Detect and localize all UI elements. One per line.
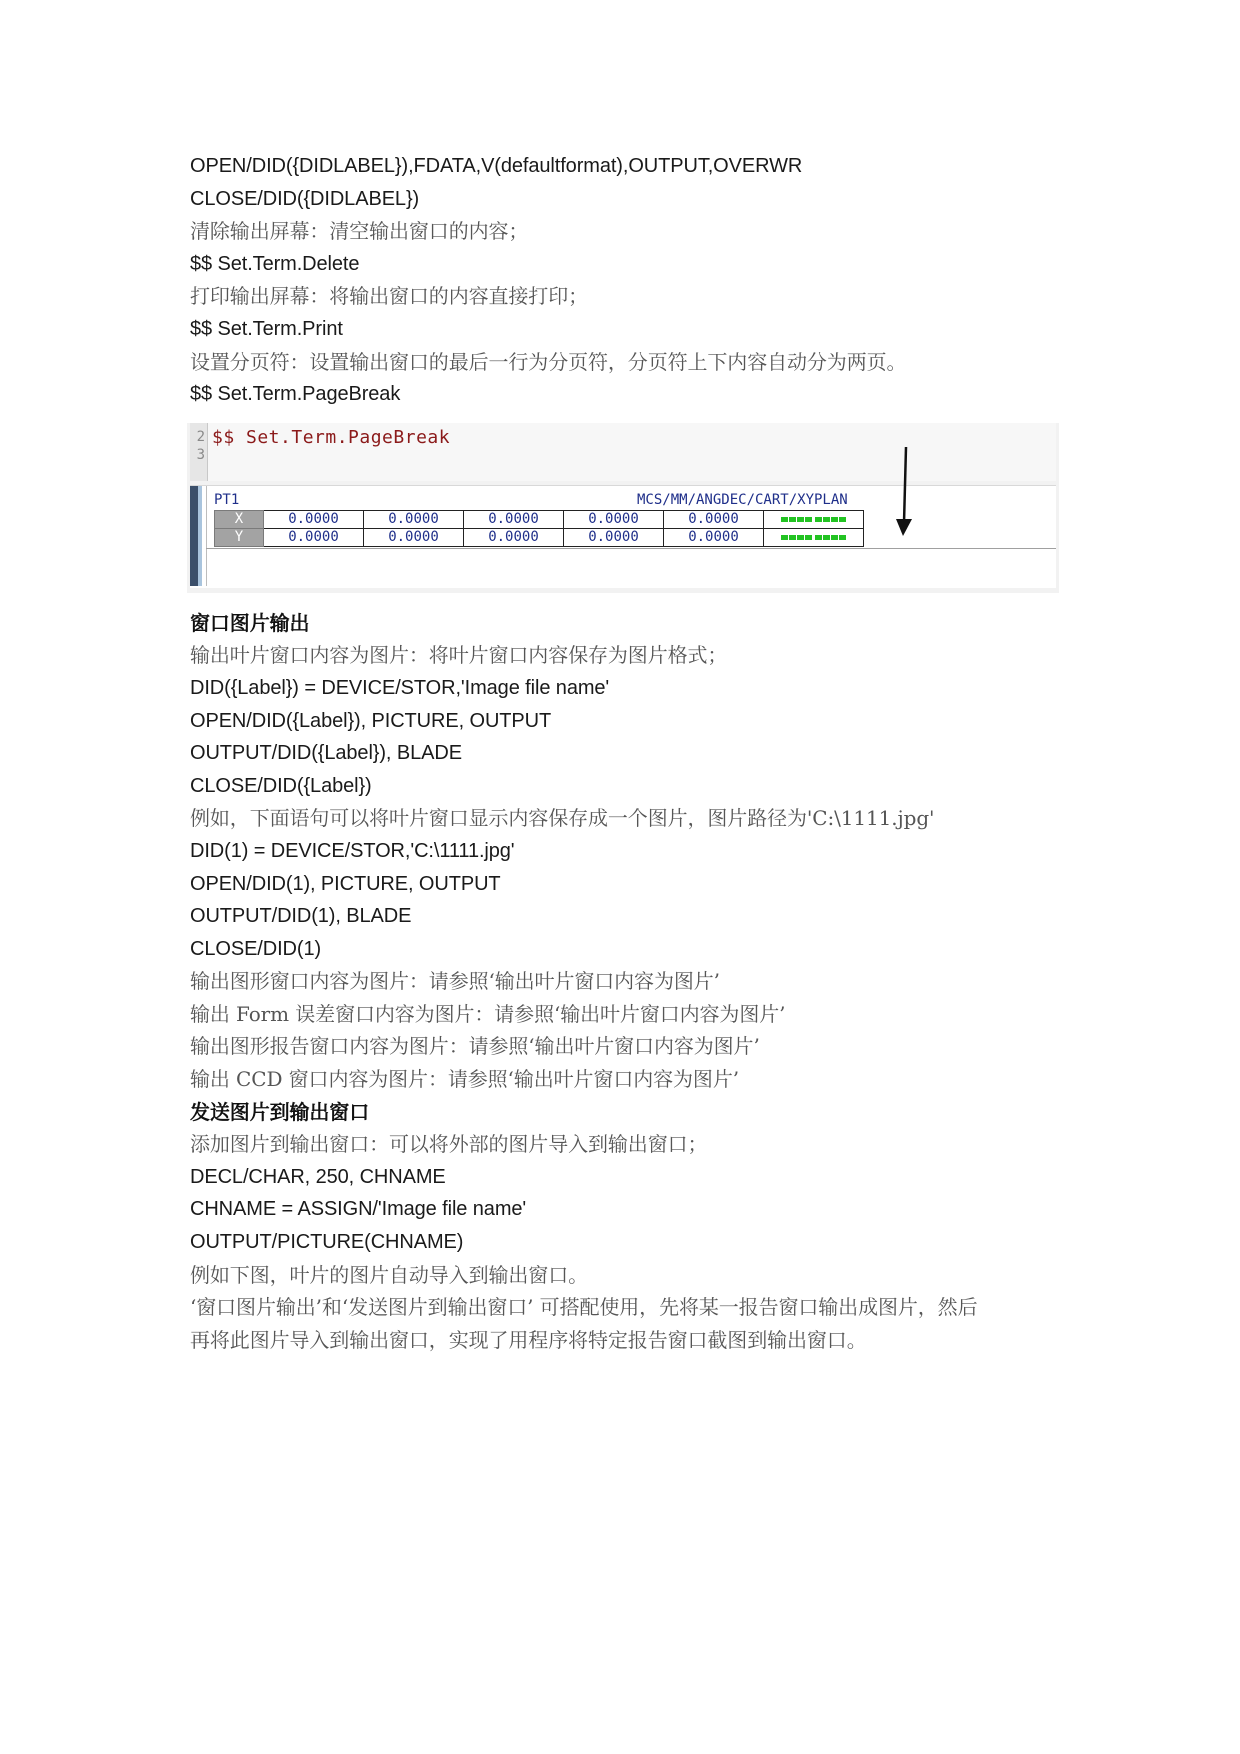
- tolerance-segment: [823, 535, 830, 540]
- panel-edge-inner: [202, 486, 207, 586]
- tolerance-segment: [797, 517, 804, 522]
- tolerance-segment: [781, 535, 788, 540]
- code-text-line: CLOSE/DID(1): [190, 937, 322, 960]
- code-text-line: OPEN/DID({DIDLABEL}),FDATA,V(defaultformat),OUTPUT,OVERWR: [190, 155, 803, 177]
- code-editor: [190, 423, 1056, 481]
- code-text-line: OUTPUT/DID(1), BLADE: [190, 905, 412, 928]
- tolerance-bar: [764, 528, 864, 546]
- code-text-line: DID({Label}) = DEVICE/STOR,'Image file name': [190, 676, 610, 699]
- code-text-line: CHNAME = ASSIGN/'Image file name': [190, 1198, 527, 1221]
- coordinate-value: 0.0000: [664, 510, 764, 528]
- code-text-line: DECL/CHAR, 250, CHNAME: [190, 1165, 446, 1188]
- bottom-text-block: [190, 607, 1070, 1357]
- coordinate-value: 0.0000: [264, 510, 364, 528]
- coordinate-value: 0.0000: [364, 510, 464, 528]
- tolerance-segment: [831, 535, 838, 540]
- code-text-line: CLOSE/DID({DIDLABEL}): [190, 187, 420, 210]
- description-line: ‘窗口图片输出’和‘发送图片到输出窗口’ 可搭配使用，先将某一报告窗口输出成图片，然后: [190, 1295, 978, 1320]
- tolerance-segment: [797, 535, 804, 540]
- coordinate-row: [215, 528, 864, 546]
- code-text-line: $$ Set.Term.Print: [190, 317, 343, 340]
- tolerance-segment: [781, 517, 788, 522]
- axis-label: X: [215, 510, 264, 528]
- coordinate-panel: [190, 485, 1056, 588]
- top-text-block: [190, 150, 1070, 411]
- description-line: 输出图形报告窗口内容为图片：请参照‘输出叶片窗口内容为图片’: [190, 1034, 760, 1059]
- code-text-line: OUTPUT/DID({Label}), BLADE: [190, 742, 462, 765]
- code-text-line: OUTPUT/PICTURE(CHNAME): [190, 1231, 464, 1254]
- coordinate-table: [214, 510, 864, 547]
- tolerance-segment: [823, 517, 830, 522]
- description-line: 输出叶片窗口内容为图片：将叶片窗口内容保存为图片格式；: [190, 643, 728, 668]
- panel-edge: [190, 486, 198, 586]
- code-text-line: $$ Set.Term.PageBreak: [190, 383, 401, 406]
- description-line: 添加图片到输出窗口：可以将外部的图片导入到输出窗口；: [190, 1132, 708, 1157]
- tolerance-segment: [805, 535, 812, 540]
- description-line: 输出 CCD 窗口内容为图片：请参照‘输出叶片窗口内容为图片’: [190, 1067, 739, 1092]
- code-text-line: OPEN/DID(1), PICTURE, OUTPUT: [190, 872, 501, 895]
- code-text-line: DID(1) = DEVICE/STOR,'C:\1111.jpg': [190, 839, 515, 862]
- down-arrow-icon: [890, 445, 920, 537]
- code-text-line: CLOSE/DID({Label}): [190, 774, 372, 797]
- point-label: PT1: [214, 491, 240, 508]
- tolerance-segment: [831, 517, 838, 522]
- coordinate-value: 0.0000: [364, 528, 464, 546]
- tolerance-segment: [789, 517, 796, 522]
- description-line: 打印输出屏幕：将输出窗口的内容直接打印；: [190, 284, 588, 309]
- coordinate-value: 0.0000: [264, 528, 364, 546]
- tolerance-segment: [815, 517, 822, 522]
- coordinate-value: 0.0000: [464, 528, 564, 546]
- section-heading: 窗口图片输出: [190, 610, 310, 635]
- coordinate-value: 0.0000: [564, 528, 664, 546]
- tolerance-segment: [839, 535, 846, 540]
- description-line: 再将此图片导入到输出窗口，实现了用程序将特定报告窗口截图到输出窗口。: [190, 1327, 867, 1352]
- description-line: 例如，下面语句可以将叶片窗口显示内容保存成一个图片，图片路径为'C:\1111.jpg': [190, 806, 935, 831]
- output-window-screenshot: [187, 423, 1059, 593]
- tolerance-segment: [839, 517, 846, 522]
- coordinate-value: 0.0000: [464, 510, 564, 528]
- axis-label: Y: [215, 528, 264, 546]
- code-line: $$ Set.Term.PageBreak: [212, 426, 451, 448]
- coordinate-row: [215, 510, 864, 528]
- coordinate-value: 0.0000: [664, 528, 764, 546]
- description-line: 清除输出屏幕：清空输出窗口的内容；: [190, 219, 529, 244]
- tolerance-segment: [815, 535, 822, 540]
- coordinate-value: 0.0000: [564, 510, 664, 528]
- description-line: 输出图形窗口内容为图片：请参照‘输出叶片窗口内容为图片’: [190, 969, 720, 994]
- tolerance-bar: [764, 510, 864, 528]
- coordinate-mode-label: MCS/MM/ANGDEC/CART/XYPLAN: [637, 491, 848, 508]
- description-line: 设置分页符：设置输出窗口的最后一行为分页符，分页符上下内容自动分为两页。: [190, 349, 907, 374]
- tolerance-segment: [805, 517, 812, 522]
- section-heading: 发送图片到输出窗口: [190, 1099, 370, 1124]
- description-line: 例如下图，叶片的图片自动导入到输出窗口。: [190, 1262, 588, 1287]
- code-text-line: $$ Set.Term.Delete: [190, 252, 360, 275]
- line-number: 3: [196, 446, 205, 463]
- line-number-gutter: [190, 423, 208, 481]
- description-line: 输出 Form 误差窗口内容为图片：请参照‘输出叶片窗口内容为图片’: [190, 1001, 786, 1026]
- code-text-line: OPEN/DID({Label}), PICTURE, OUTPUT: [190, 709, 552, 732]
- tolerance-segment: [789, 535, 796, 540]
- line-number: 2: [196, 428, 205, 445]
- page-break-line: [206, 548, 1056, 549]
- document-body: [190, 150, 1070, 1356]
